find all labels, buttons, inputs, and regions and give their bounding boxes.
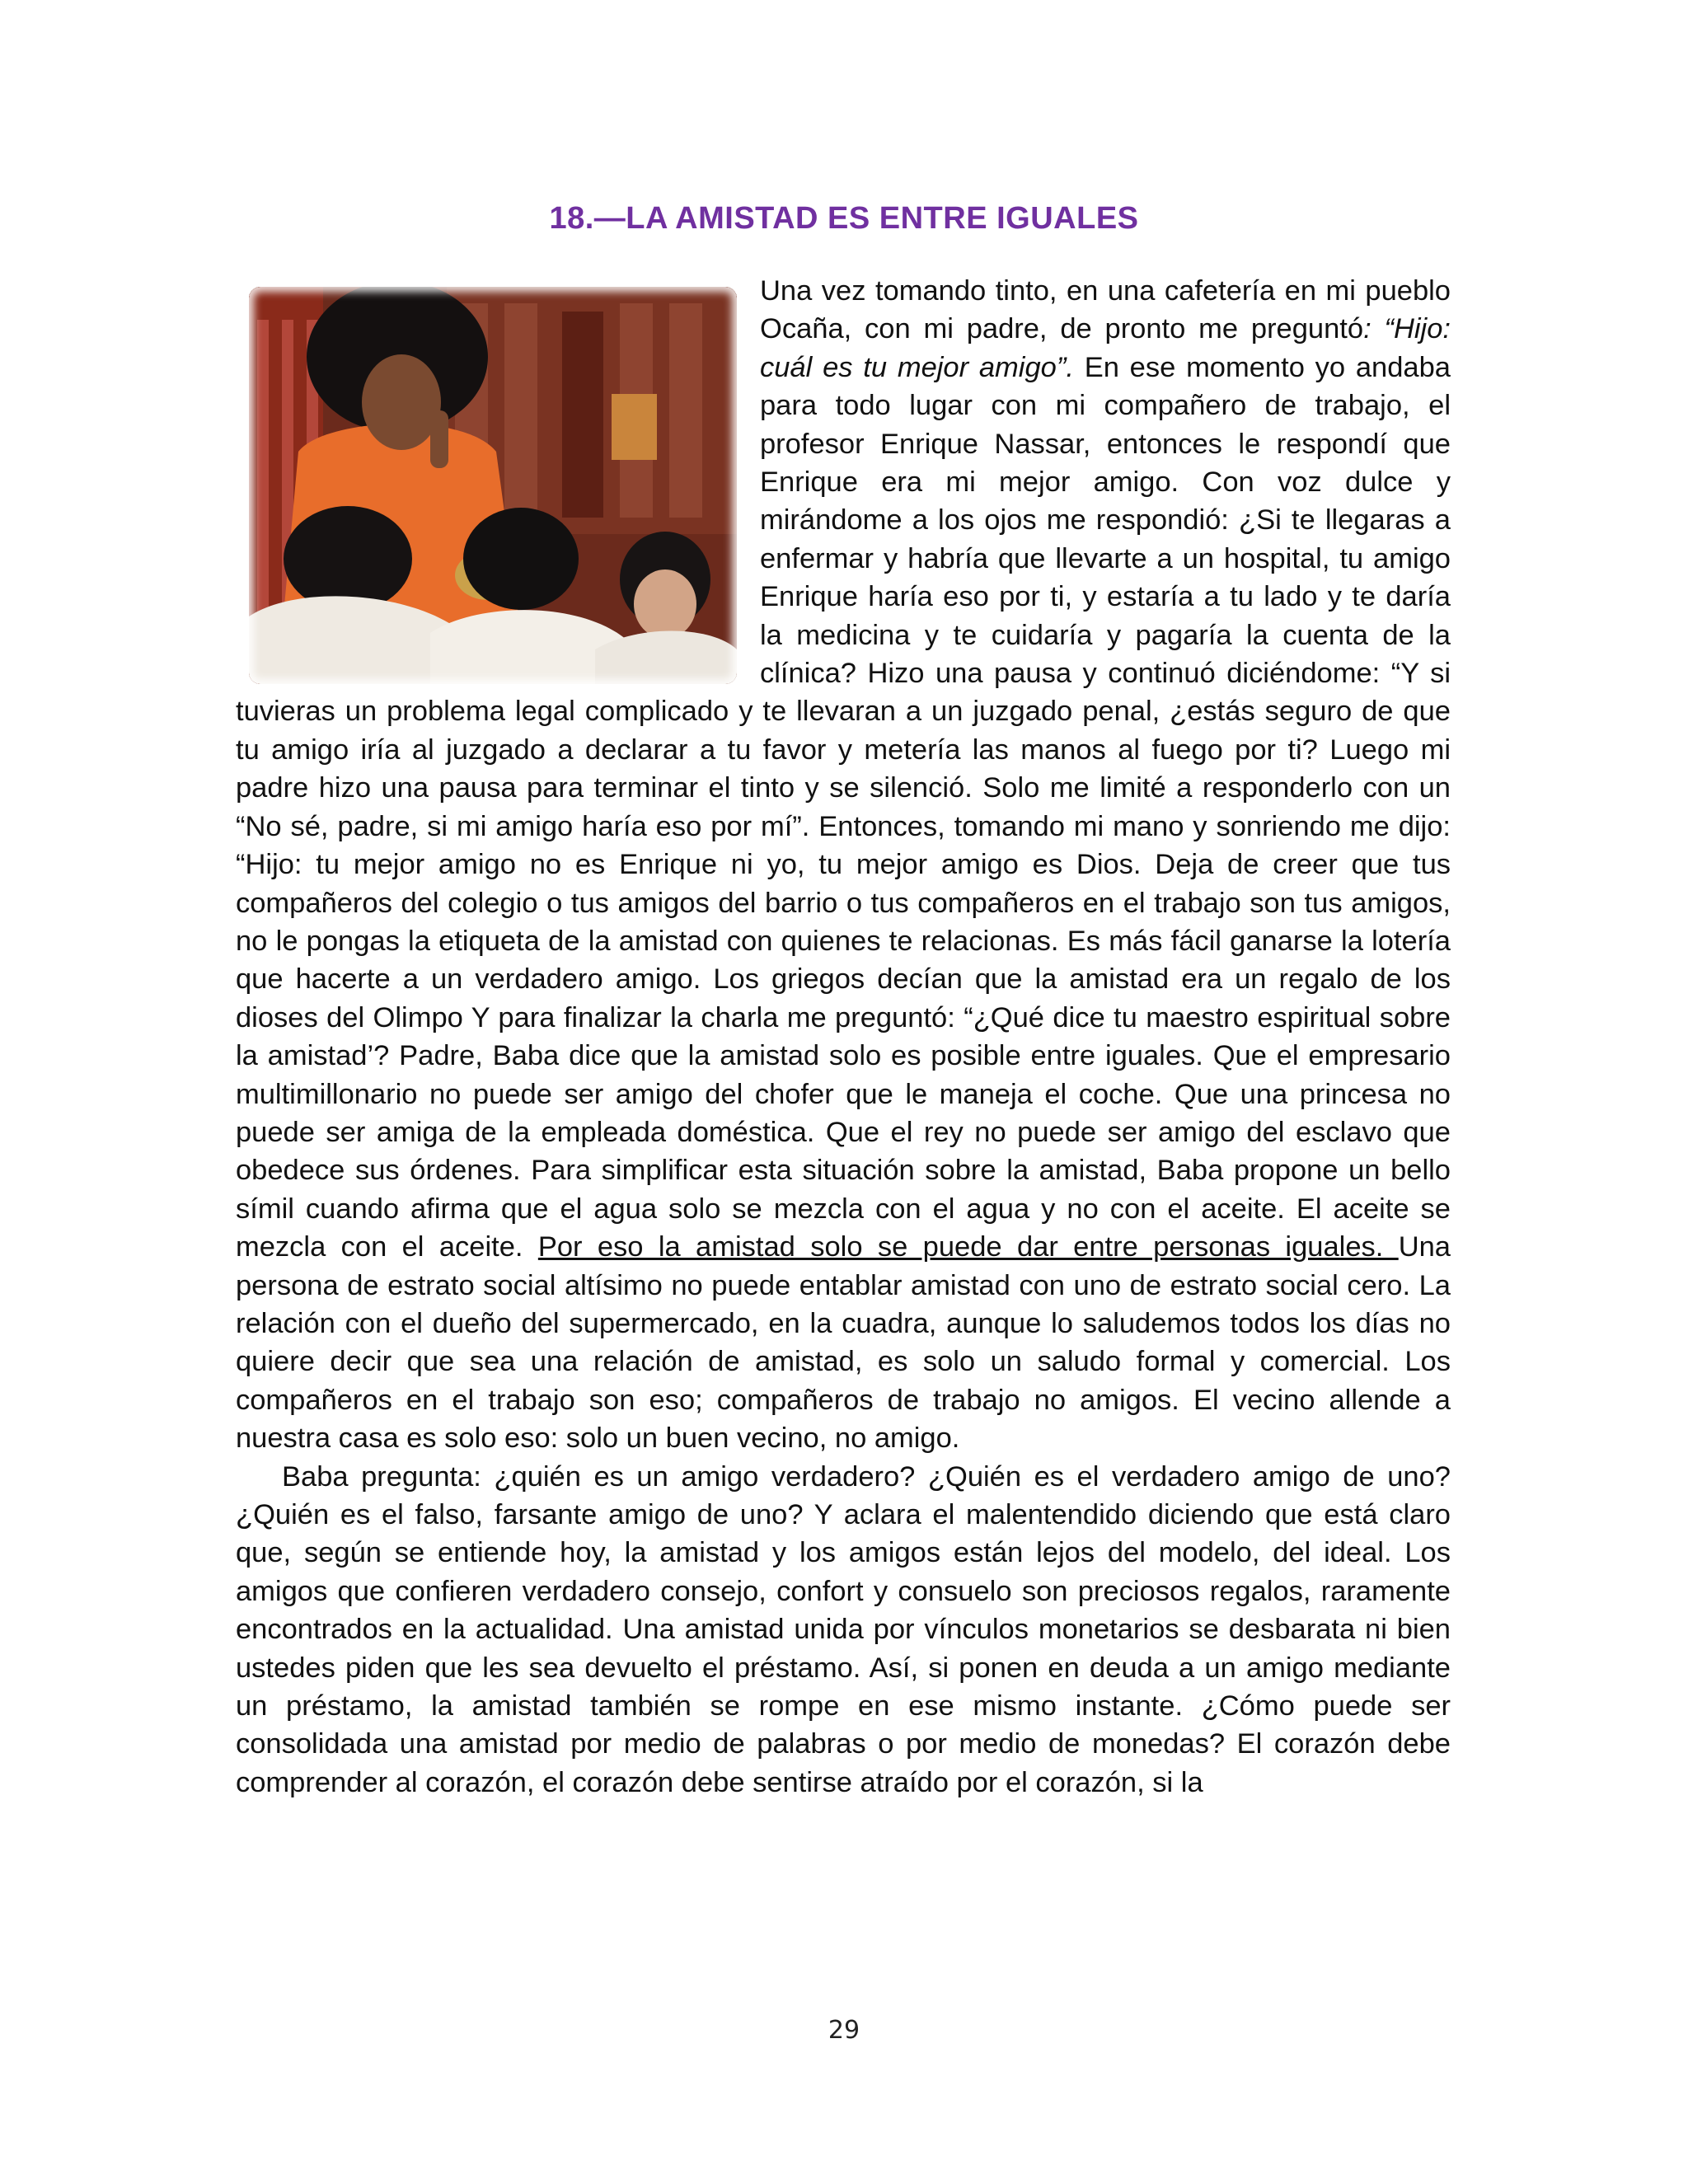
photo bbox=[249, 287, 737, 684]
paragraph-1: Una vez tomando tinto, en una cafetería en mi pueblo Ocaña, con mi padre, de pronto me preguntó: “Hijo: cuál es tu mejor amigo”. En ese momento yo andaba para todo lugar con mi compañero de trabajo, el profesor Enrique Nassar, entonces le respondí que Enrique era mi mejor amigo. Con voz dulce y mirándome a los ojos me respondió: ¿Si te llegaras a enfermar y habría que llevarte a un hospital, tu amigo Enrique haría eso por ti, y estaría a tu lado y te daría la medicina y te cuidaría y pagaría la cuenta de la clínica? Hizo una pausa y continuó diciéndome: “Y si tuvieras un problema legal complicado y te llevaran a un juzgado penal, ¿estás seguro de que tu amigo iría al juzgado a declarar a tu favor y metería las manos al fuego por ti? Luego mi padre hizo una pausa para terminar el tinto y se silenció. Solo me limité a responderlo con un “No sé, padre, si mi amigo haría eso por mí”. Entonces, tomando mi mano y sonriendo me dijo: “Hijo: tu mejor amigo no es Enrique ni yo, tu mejor amigo es Dios. Deja de creer que tus compañeros del colegio o tus amigos del barrio o tus compañeros en el trabajo son tus amigos, no le pongas la etiqueta de la amistad con quienes te relacionas. Es más fácil ganarse la lotería que hacerte a un verdadero amigo. Los griegos decían que la amistad era un regalo de los dioses del Olimpo Y para finalizar la charla me preguntó: “¿Qué dice tu maestro espiritual sobre la amistad’? Padre, Baba dice que la amistad solo es posible entre iguales. Que el empresario multimillonario no puede ser amigo del chofer que le maneja el coche. Que una princesa no puede ser amiga de la empleada doméstica. Que el rey no puede ser amigo del esclavo que obedece sus órdenes. Para simplificar esta situación sobre la amistad, Baba propone un bello símil cuando afirma que el agua solo se mezcla con el agua y no con el aceite. El aceite se mezcla con el aceite. Por eso la amistad solo se puede dar entre personas iguales. Una persona de estrato social altísimo no puede entablar amistad con uno de estrato social cero. La relación con el dueño del supermercado, en la cuadra, aunque lo saludemos todos los días no quiere decir que sea una relación de amistad, es solo un saludo formal y comercial. Los compañeros en el trabajo son eso; compañeros de trabajo no amigos. El vecino allende a nuestra casa es solo eso: solo un buen vecino, no amigo. bbox=[236, 275, 1451, 1455]
page-number: 29 bbox=[828, 2016, 860, 2045]
chapter-title: 18.—LA AMISTAD ES ENTRE IGUALES bbox=[549, 201, 1139, 236]
body-text bbox=[236, 272, 1451, 1802]
paragraph-2: Baba pregunta: ¿quién es un amigo verdadero? ¿Quién es el verdadero amigo de uno? ¿Quién es el falso, farsante amigo de uno? Y aclara el malentendido diciendo que está claro que, según se entiende hoy, la amistad y los amigos están lejos del modelo, del ideal. Los amigos que confieren verdadero consejo, confort y consuelo son preciosos regalos, raramente encontrados en la actualidad. Una amistad unida por vínculos monetarios se desbarata ni bien ustedes piden que les sea devuelto el préstamo. Así, si ponen en deuda a un amigo mediante un préstamo, la amistad también se rompe en ese mismo instante. ¿Cómo puede ser consolidada una amistad por medio de palabras o por medio de monedas? El corazón debe comprender al corazón, el corazón debe sentirse atraído por el corazón, si la bbox=[236, 1460, 1451, 1798]
